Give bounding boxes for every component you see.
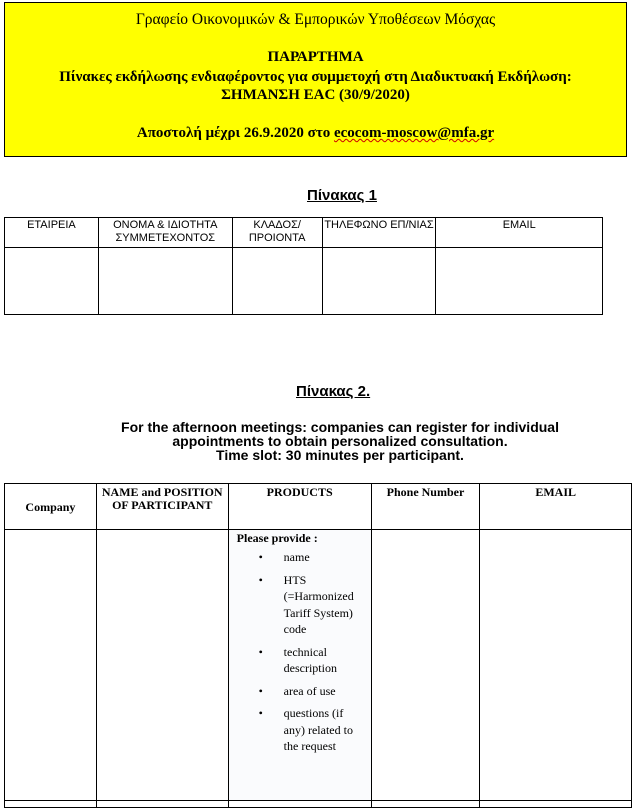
table-1-col-participant: ΟΝΟΜΑ & ΙΔΙΟΤΗΤΑ ΣΥΜΜΕΤΕΧΟΝΤΟΣ bbox=[98, 218, 232, 248]
table-1 bbox=[4, 217, 603, 315]
event-subtitle bbox=[5, 68, 626, 104]
deadline-email-link[interactable]: ecocom-moscow@mfa.gr bbox=[333, 125, 495, 141]
table-row bbox=[5, 801, 632, 808]
deadline-text: Αποστολή μέχρι 26.9.2020 στο bbox=[136, 125, 334, 141]
list-item: • questions (if any) related to the request bbox=[229, 705, 362, 755]
header-box bbox=[4, 2, 627, 157]
table-1-col-phone: ΤΗΛΕΦΩΝΟ ΕΠ/ΝΙΑΣ bbox=[322, 218, 436, 248]
table-1-cell-company[interactable] bbox=[5, 248, 99, 315]
table-1-cell-email[interactable] bbox=[436, 248, 603, 315]
list-item: • name bbox=[229, 549, 362, 566]
table-2-cell-company[interactable] bbox=[5, 801, 97, 808]
table-2-cell-email[interactable] bbox=[480, 530, 632, 801]
table-2-cell-participant[interactable] bbox=[96, 530, 228, 801]
table-1-col-company: ΕΤΑΙΡΕΙΑ bbox=[5, 218, 99, 248]
table-2-cell-company[interactable] bbox=[5, 530, 97, 801]
table-2-title: Πίνακας 2. bbox=[296, 383, 371, 400]
table-1-col-email: EMAIL bbox=[436, 218, 603, 248]
table-2-cell-products[interactable] bbox=[228, 801, 371, 808]
table-2-col-phone: Phone Number bbox=[371, 484, 480, 530]
list-item: • technical description bbox=[229, 644, 362, 677]
meetings-note-line-1: For the afternoon meetings: companies can register for individual bbox=[121, 419, 559, 435]
table-2-col-participant: NAME and POSITION OF PARTICIPANT bbox=[96, 484, 228, 530]
table-1-cell-phone[interactable] bbox=[322, 248, 436, 315]
event-subtitle-line-1: Πίνακες εκδήλωσης ενδιαφέροντος για συμμετοχή στη Διαδικτυακή Εκδήλωση: bbox=[59, 69, 572, 85]
table-2-cell-products[interactable] bbox=[228, 530, 371, 801]
table-2-cell-email[interactable] bbox=[480, 801, 632, 808]
table-2-cell-phone[interactable] bbox=[371, 801, 480, 808]
meetings-note-line-3: Time slot: 30 minutes per participant. bbox=[216, 447, 464, 463]
list-item: • area of use bbox=[229, 683, 362, 700]
list-item: • HTS (=Harmonized Tariff System) code bbox=[229, 572, 362, 638]
table-1-cell-sector[interactable] bbox=[232, 248, 322, 315]
table-1-cell-participant[interactable] bbox=[98, 248, 232, 315]
table-2-col-products: PRODUCTS bbox=[228, 484, 371, 530]
table-2 bbox=[4, 483, 632, 808]
table-1-title: Πίνακας 1 bbox=[307, 187, 377, 204]
annex-title: ΠΑΡΑΡΤΗΜΑ bbox=[267, 49, 364, 65]
meetings-note bbox=[60, 420, 620, 462]
products-intro: Please provide : bbox=[236, 531, 318, 545]
office-name: Γραφείο Οικονομικών & Εμπορικών Υποθέσεων Μόσχας bbox=[135, 11, 496, 28]
meetings-note-line-2: appointments to obtain personalized consultation. bbox=[172, 433, 508, 449]
table-2-cell-participant[interactable] bbox=[96, 801, 228, 808]
table-row bbox=[5, 248, 603, 315]
table-2-col-email: EMAIL bbox=[480, 484, 632, 530]
event-subtitle-line-2: ΣΗΜΑΝΣΗ EAC (30/9/2020) bbox=[221, 87, 410, 103]
table-1-col-sector: ΚΛΑΔΟΣ/ ΠΡΟΙΟΝΤΑ bbox=[232, 218, 322, 248]
products-list bbox=[229, 549, 371, 755]
table-2-cell-phone[interactable] bbox=[371, 530, 480, 801]
deadline-line bbox=[5, 125, 626, 142]
table-1-header-row bbox=[5, 218, 603, 248]
table-row bbox=[5, 530, 632, 801]
table-2-col-company: Company bbox=[5, 484, 97, 530]
table-2-header-row bbox=[5, 484, 632, 530]
